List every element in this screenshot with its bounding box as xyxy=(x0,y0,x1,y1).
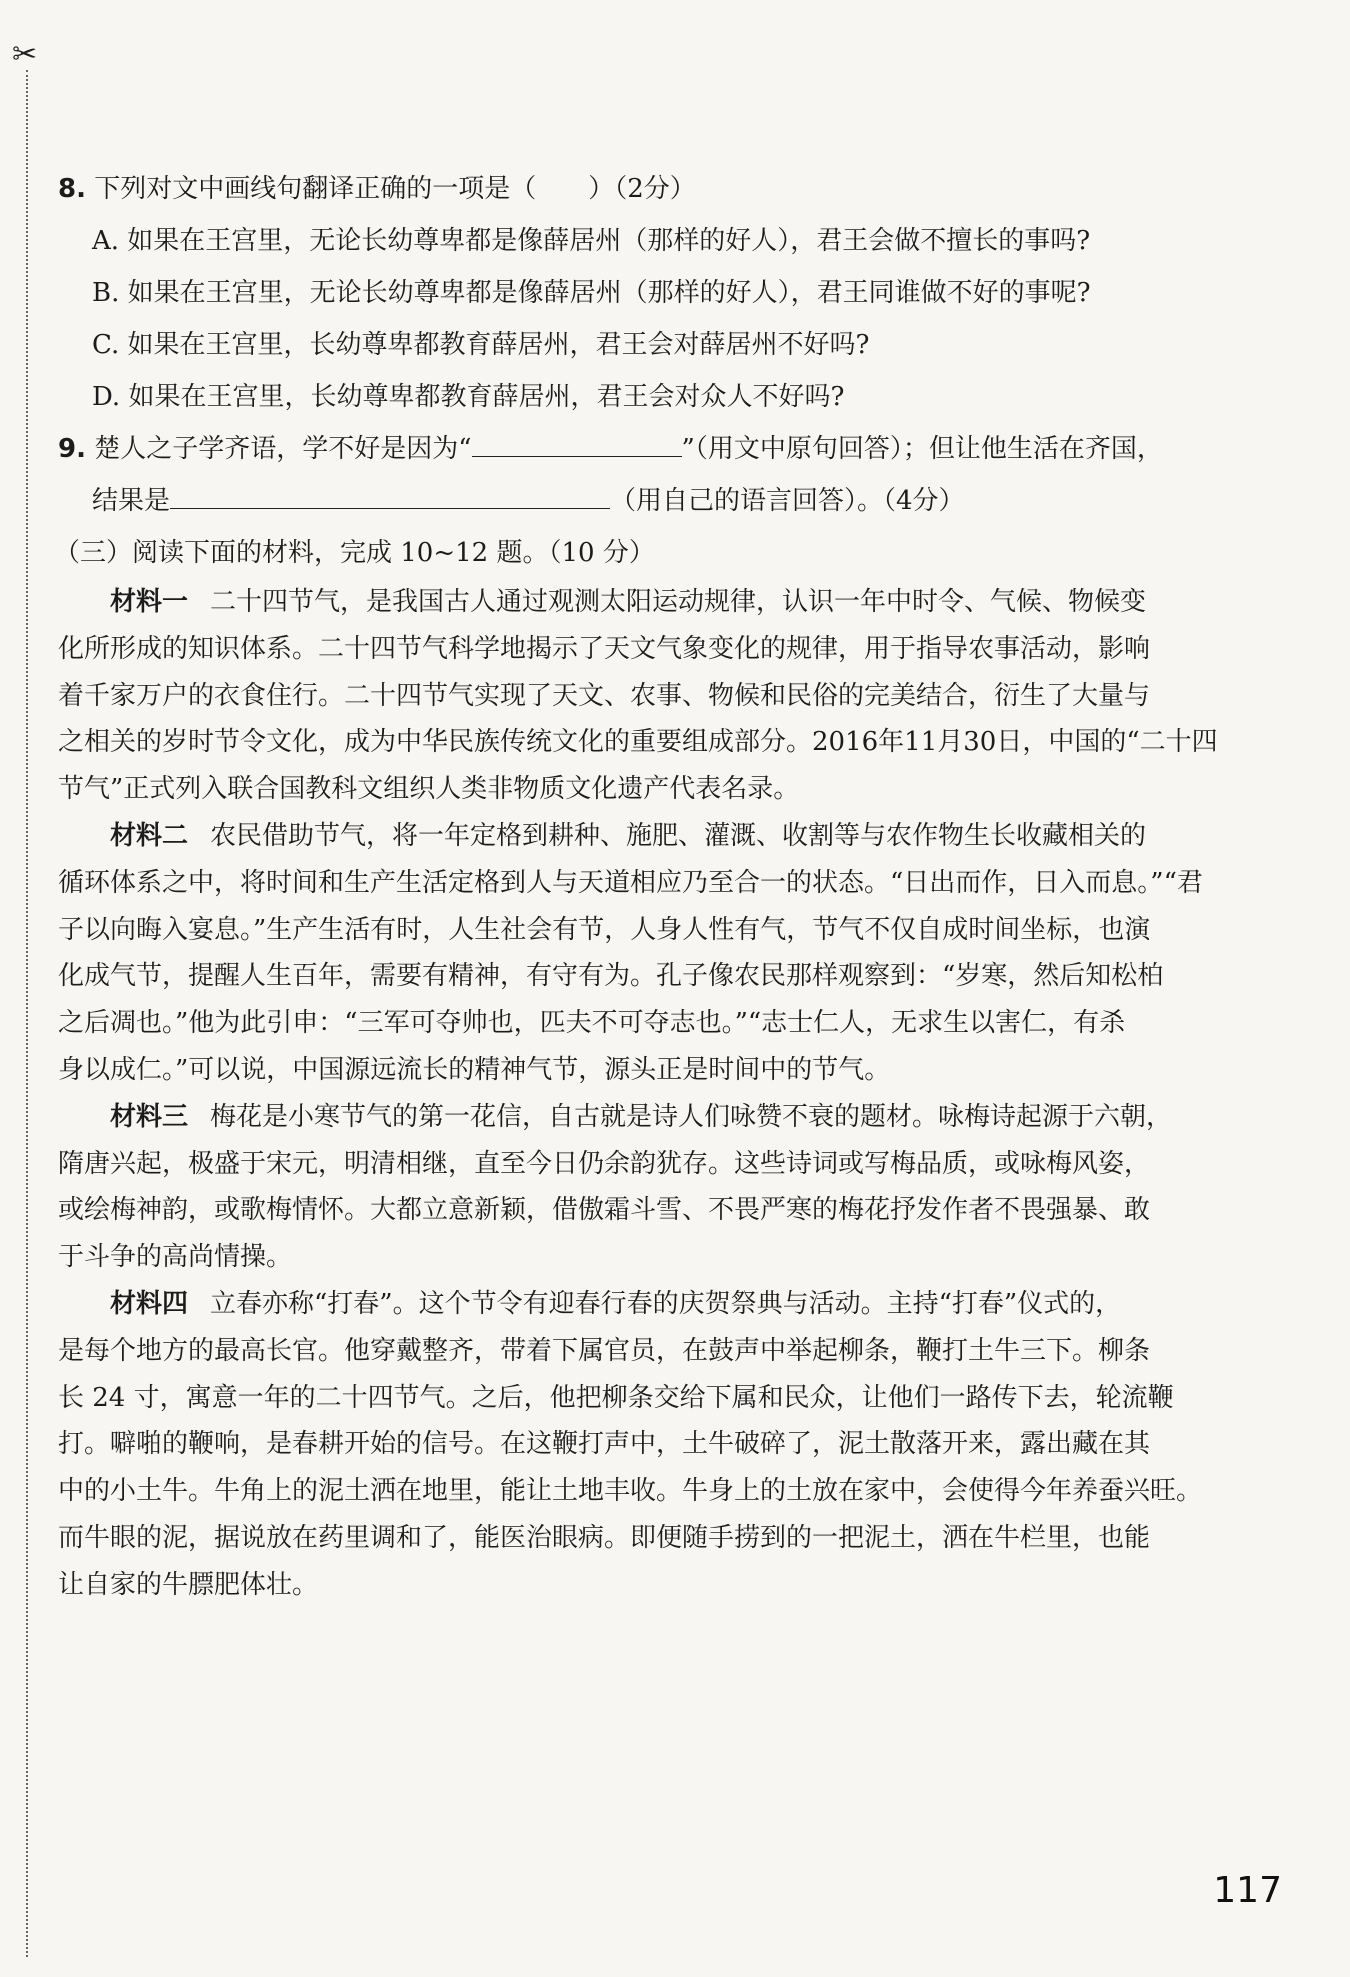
answer-blank-1 xyxy=(472,430,682,457)
question-9-text-3: 结果是 xyxy=(92,486,171,516)
material-3-text: 梅花是小寒节气的第一花信，自古就是诗人们咏赞不衰的题材。咏梅诗起源于六朝， xyxy=(210,1101,1173,1132)
material-1-line: 化所形成的知识体系。二十四节气科学地揭示了天文气象变化的规律，用于指导农事活动，影响 xyxy=(58,633,1151,664)
question-9-text-1: 楚人之子学齐语，学不好是因为“ xyxy=(94,434,472,464)
material-4-line: 中的小土牛。牛角上的泥土洒在地里，能让土地丰收。牛身上的土放在家中，会使得今年养蚕兴旺。 xyxy=(58,1476,1203,1507)
material-3-line: 或绘梅神韵，或歌梅情怀。大都立意新颖，借傲霜斗雪、不畏严寒的梅花抒发作者不畏强暴、敢 xyxy=(58,1195,1151,1226)
material-3-line: 隋唐兴起，极盛于宋元，明清相继，直至今日仍余韵犹存。这些诗词或写梅品质，或咏梅风姿， xyxy=(58,1148,1151,1179)
cut-line xyxy=(26,70,28,1957)
question-9-line-2 xyxy=(58,475,1258,527)
question-8-stem xyxy=(58,163,1258,215)
question-8-option-c: C. 如果在王宫里，长幼尊卑都教育薛居州，君王会对薛居州不好吗? xyxy=(92,330,870,360)
material-1 xyxy=(58,579,1258,813)
material-2-line: 身以成仁。”可以说，中国源远流长的精神气节，源头正是时间中的节气。 xyxy=(58,1054,891,1085)
material-3 xyxy=(58,1094,1258,1281)
material-2-title: 材料二 xyxy=(110,820,189,851)
material-2-line xyxy=(58,813,1258,860)
material-1-line: 节气”正式列入联合国教科文组织人类非物质文化遗产代表名录。 xyxy=(58,774,800,805)
material-2-line: 之后凋也。”他为此引申：“三军可夺帅也，匹夫不可夺志也。”“志士仁人，无求生以害仁，有杀 xyxy=(58,1008,1126,1039)
material-4-line: 长 24 寸，寓意一年的二十四节气。之后，他把柳条交给下属和民众，让他们一路传下去，轮流鞭 xyxy=(58,1382,1174,1413)
question-9-text-2: ”（用文中原句回答）；但让他生活在齐国， xyxy=(681,434,1163,464)
question-8-option-d: D. 如果在王宫里，长幼尊卑都教育薛居州，君王会对众人不好吗? xyxy=(92,382,845,412)
material-2-line: 循环体系之中，将时间和生产生活定格到人与天道相应乃至合一的状态。“日出而作，日入而息。”“君 xyxy=(58,867,1203,898)
material-4-line xyxy=(58,1281,1258,1328)
material-4-text: 立春亦称“打春”。这个节令有迎春行春的庆贺祭典与活动。主持“打春”仪式的， xyxy=(210,1288,1122,1319)
material-1-title: 材料一 xyxy=(110,587,189,617)
material-2-line: 化成气节，提醒人生百年，需要有精神，有守有为。孔子像农民那样观察到：“岁寒，然后知松柏 xyxy=(58,961,1164,992)
question-9-text-4: （用自己的语言回答）。（4分） xyxy=(610,486,965,516)
material-1-line: 着千家万户的衣食住行。二十四节气实现了天文、农事、物候和民俗的完美结合，衍生了大量与 xyxy=(58,680,1151,711)
material-4 xyxy=(58,1281,1258,1609)
question-8-number: 8. xyxy=(58,174,86,204)
material-3-line xyxy=(58,1094,1258,1141)
material-3-title: 材料三 xyxy=(110,1101,189,1132)
material-2-line: 子以向晦入宴息。”生产生活有时，人生社会有节，人身人性有气，节气不仅自成时间坐标，也演 xyxy=(58,914,1151,945)
material-3-line: 于斗争的高尚情操。 xyxy=(58,1242,293,1273)
material-4-line: 而牛眼的泥，据说放在药里调和了，能医治眼病。即便随手捞到的一把泥土，洒在牛栏里，也能 xyxy=(58,1522,1151,1553)
material-1-line: 之相关的岁时节令文化，成为中华民族传统文化的重要组成部分。2016年11月30日，中国的“二十四 xyxy=(58,727,1218,758)
material-1-line xyxy=(58,579,1258,626)
scissors-icon: ✂ xyxy=(12,37,38,72)
question-8-text: 下列对文中画线句翻译正确的一项是（ ）（2分） xyxy=(94,174,696,204)
material-4-line: 是每个地方的最高长官。他穿戴整齐，带着下属官员，在鼓声中举起柳条，鞭打土牛三下。柳条 xyxy=(58,1335,1151,1366)
question-9-number: 9. xyxy=(58,434,86,464)
section-3-heading: （三）阅读下面的材料，完成 10~12 题。（10 分） xyxy=(54,538,655,568)
question-9-line-1 xyxy=(58,423,1258,475)
material-2-text: 农民借助节气，将一年定格到耕种、施肥、灌溉、收割等与农作物生长收藏相关的 xyxy=(210,820,1147,851)
page-number: 117 xyxy=(1213,1870,1282,1911)
material-1-text: 二十四节气，是我国古人通过观测太阳运动规律，认识一年中时令、气候、物候变 xyxy=(210,587,1147,617)
question-8-option-b: B. 如果在王宫里，无论长幼尊卑都是像薛居州（那样的好人），君王同谁做不好的事呢? xyxy=(92,278,1091,308)
page-content xyxy=(54,163,1258,1609)
answer-blank-2 xyxy=(170,482,610,509)
question-8-option-a: A. 如果在王宫里，无论长幼尊卑都是像薛居州（那样的好人），君王会做不擅长的事吗? xyxy=(92,226,1091,256)
material-4-title: 材料四 xyxy=(110,1288,189,1319)
material-4-line: 让自家的牛膘肥体壮。 xyxy=(58,1569,319,1600)
material-2 xyxy=(58,813,1258,1094)
material-4-line: 打。噼啪的鞭响，是春耕开始的信号。在这鞭打声中，土牛破碎了，泥土散落开来，露出藏在其 xyxy=(58,1429,1151,1460)
